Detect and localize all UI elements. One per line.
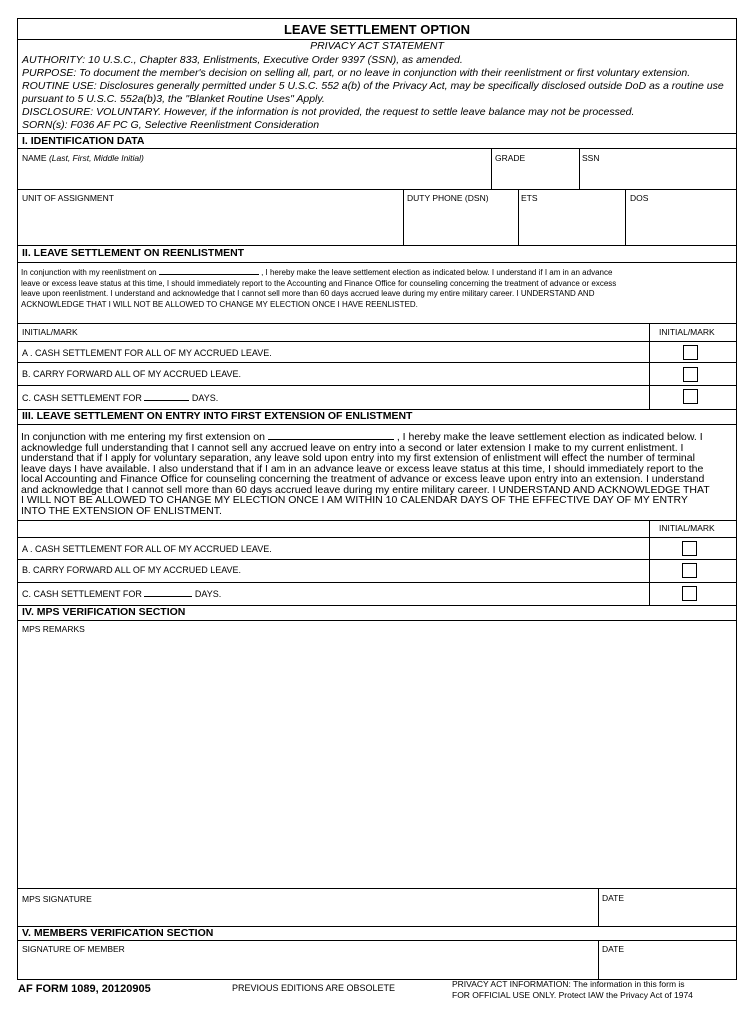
member-date-label: DATE <box>602 944 625 954</box>
divider <box>18 133 736 134</box>
extension-option-b-checkbox[interactable] <box>682 563 697 578</box>
divider <box>18 582 736 583</box>
member-signature-label: SIGNATURE OF MEMBER <box>22 944 125 954</box>
divider <box>18 537 736 538</box>
ets-field[interactable] <box>519 190 625 244</box>
reenlist-option-a-checkbox[interactable] <box>683 345 698 360</box>
duty-phone-label: DUTY PHONE (DSN) <box>407 193 489 203</box>
divider <box>18 559 736 560</box>
extension-date-blank[interactable] <box>268 439 394 440</box>
reenlistment-date-blank[interactable] <box>159 274 259 275</box>
section-1-heading: I. IDENTIFICATION DATA <box>22 135 145 147</box>
mps-date-label: DATE <box>602 893 625 903</box>
unit-field-label: UNIT OF ASSIGNMENT <box>22 193 114 203</box>
mps-signature-field[interactable] <box>19 889 598 925</box>
extension-paragraph: In conjunction with me entering my first extension on , I hereby make the leave settlement election as indicated below. I acknowledge full understanding that I cannot sell any accrued leave on entry into a second or later extension I make to my current enlistment. I understand that if I apply for voluntary separation, any leave sold upon entry into my first extension of enlistment will effect the number of terminal leave days I have available. I also understand that if I am in an advance leave or excess leave status at this time, I should immediately report to the local Accounting and Finance Office for counseling concerning the treatment of advance or excess leave upon entry into an extension. I understand and acknowledge that I cannot sell more than 60 days accrued leave during my entire military career. I UNDERSTAND AND ACKNOWLEDGE THAT I WILL NOT BE ALLOWED TO CHANGE MY ELECTION ONCE I AM WITHIN 10 CALENDAR DAYS OF THE EFFECTIVE DAY OF MY ENTRY INTO THE EXTENSION OF ENLISTMENT. <box>21 431 710 517</box>
grade-field[interactable] <box>492 149 579 189</box>
reenlist-option-c: C. CASH SETTLEMENT FOR DAYS. <box>22 393 219 403</box>
mps-remarks-label: MPS REMARKS <box>22 624 85 634</box>
name-field-label: NAME (Last, First, Middle Initial) <box>22 153 144 163</box>
divider <box>649 520 650 606</box>
extension-option-c-checkbox[interactable] <box>682 586 697 601</box>
leave-settlement-form <box>17 18 737 980</box>
extension-option-b: B. CARRY FORWARD ALL OF MY ACCRUED LEAVE. <box>22 565 242 575</box>
divider <box>18 424 736 425</box>
privacy-act-statement <box>22 54 732 132</box>
privacy-act-heading: PRIVACY ACT STATEMENT <box>310 40 444 52</box>
divider <box>18 262 736 263</box>
mps-remarks-field[interactable] <box>19 621 735 888</box>
grade-field-label: GRADE <box>495 153 526 163</box>
privacy-purpose: PURPOSE: To document the member's decision on selling all, part, or no leave in conjunction with their reenlistment or first voluntary extension. <box>22 67 691 79</box>
privacy-sorn: SORN(s): F036 AF PC G, Selective Reenlistment Consideration <box>22 119 320 131</box>
extension-days-blank[interactable] <box>144 596 192 597</box>
form-title: LEAVE SETTLEMENT OPTION <box>283 22 471 37</box>
member-date-field[interactable] <box>599 941 736 979</box>
dos-field[interactable] <box>626 190 736 244</box>
name-field[interactable] <box>19 149 491 189</box>
editions-notice: PREVIOUS EDITIONS ARE OBSOLETE <box>232 983 396 993</box>
extension-option-a: A . CASH SETTLEMENT FOR ALL OF MY ACCRUED LEAVE. <box>22 544 272 554</box>
section-5-heading: V. MEMBERS VERIFICATION SECTION <box>22 927 214 939</box>
extension-option-c: C. CASH SETTLEMENT FOR DAYS. <box>22 589 222 599</box>
ets-label: ETS <box>521 193 538 203</box>
privacy-authority: AUTHORITY: 10 U.S.C., Chapter 833, Enlistments, Executive Order 9397 (SSN), as amended. <box>22 54 463 66</box>
initial-mark-header: INITIAL/MARK <box>659 523 715 533</box>
divider <box>649 323 650 409</box>
divider <box>18 245 736 246</box>
divider <box>18 520 736 521</box>
mps-date-field[interactable] <box>599 889 736 925</box>
initial-mark-header: INITIAL/MARK <box>659 327 715 337</box>
form-number: AF FORM 1089, 20120905 <box>18 983 151 995</box>
reenlist-option-b-checkbox[interactable] <box>683 367 698 382</box>
section-4-heading: IV. MPS VERIFICATION SECTION <box>22 606 186 618</box>
dos-label: DOS <box>630 193 649 203</box>
reenlist-option-c-checkbox[interactable] <box>683 389 698 404</box>
initial-mark-left-label: INITIAL/MARK <box>22 327 78 337</box>
privacy-routine-use: ROUTINE USE: Disclosures generally permitted under 5 U.S.C. 552 a(b) of the Privacy Act, may be specifically disclosed outside DoD as a routine use pursuant to 5 U.S.C. 552a(b)3, the "Blanket Routine Uses" Apply. <box>22 80 724 105</box>
extension-option-a-checkbox[interactable] <box>682 541 697 556</box>
divider <box>18 385 736 386</box>
reenlistment-paragraph: In conjunction with my reenlistment on , I hereby make the leave settlement election as indicated below. I understand if I am in an advance leave or excess leave status at this time, I should immediately report to the Accounting and Finance Office for counseling concerning the treatment of advance or excess leave upon reenlistment. I understand and acknowledge that I cannot sell more than 60 days accrued leave during my entire military career. I UNDERSTAND AND ACKNOWLEDGE THAT I WILL NOT BE ALLOWED TO CHANGE MY ELECTION ONCE I HAVE REENLISTED. <box>21 268 617 309</box>
reenlist-days-blank[interactable] <box>144 400 189 401</box>
section-3-heading: III. LEAVE SETTLEMENT ON ENTRY INTO FIRST EXTENSION OF ENLISTMENT <box>22 410 413 422</box>
reenlist-option-b: B. CARRY FORWARD ALL OF MY ACCRUED LEAVE. <box>22 369 242 379</box>
divider <box>18 323 736 324</box>
reenlist-option-a: A . CASH SETTLEMENT FOR ALL OF MY ACCRUED LEAVE. <box>22 348 272 358</box>
unit-of-assignment-field[interactable] <box>19 190 403 244</box>
duty-phone-field[interactable] <box>404 190 518 244</box>
divider <box>18 341 736 342</box>
member-signature-field[interactable] <box>19 941 598 979</box>
privacy-disclosure: DISCLOSURE: VOLUNTARY. However, if the information is not provided, the request to settle leave balance may not be processed. <box>22 106 635 118</box>
privacy-footer: PRIVACY ACT INFORMATION: The information in this form is FOR OFFICIAL USE ONLY. Protect IAW the Privacy Act of 1974 <box>452 979 693 1000</box>
divider <box>18 362 736 363</box>
mps-signature-label: MPS SIGNATURE <box>22 894 92 904</box>
section-2-heading: II. LEAVE SETTLEMENT ON REENLISTMENT <box>22 247 245 259</box>
ssn-field[interactable] <box>580 149 736 189</box>
ssn-field-label: SSN <box>582 153 600 163</box>
